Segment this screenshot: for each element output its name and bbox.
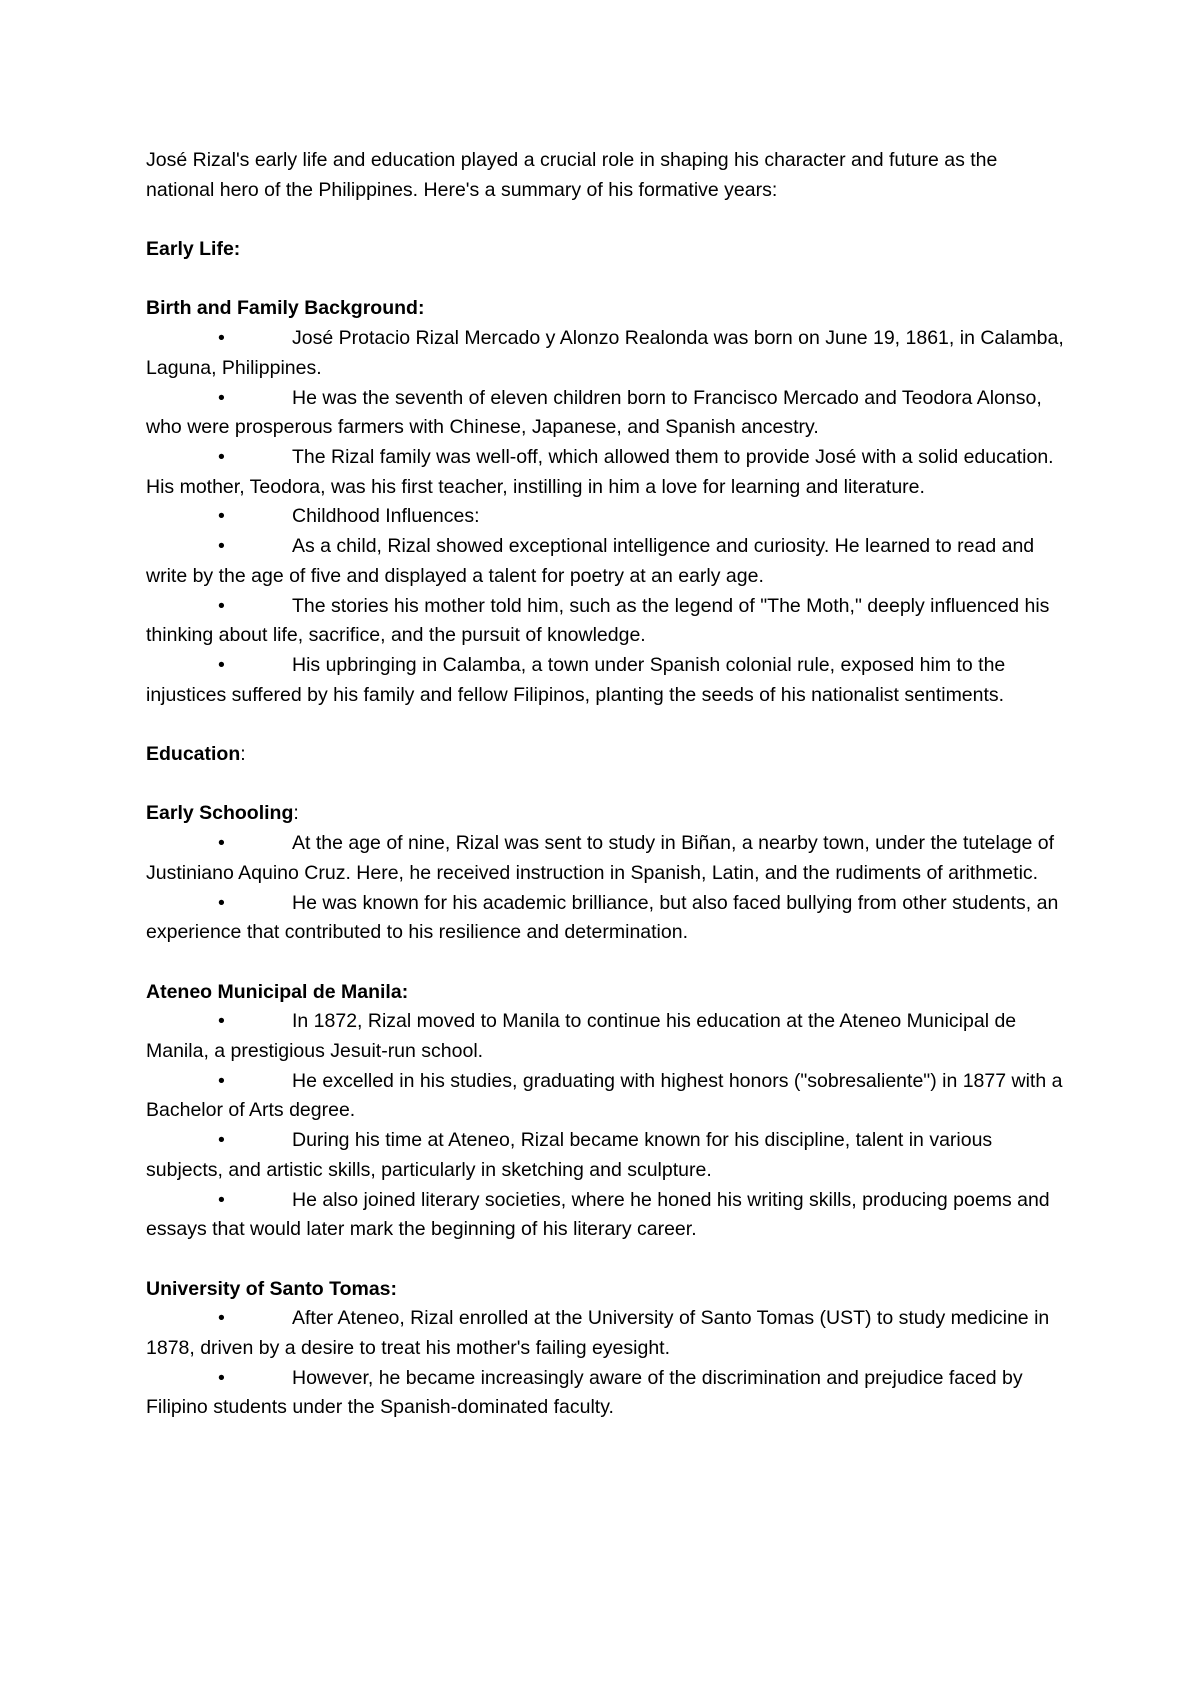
intro-paragraph: José Rizal's early life and education played a crucial role in shaping his character and future as the national hero of the Philippines. Here's a summary of his formative years: — [146, 149, 998, 201]
bullet-icon: • — [218, 1307, 225, 1330]
bullet-icon: • — [218, 832, 225, 855]
list-item-text: At the age of nine, Rizal was sent to study in Biñan, a nearby town, under the tutelage of Justiniano Aquino Cruz. Here, he received instruction in Spanish, Latin, and the rudiments of arithmetic. — [146, 832, 1055, 884]
spacer — [146, 948, 1066, 978]
section-heading-text: Education — [146, 743, 241, 766]
subsection-heading-text: University of Santo Tomas: — [146, 1277, 398, 1300]
spacer — [146, 1245, 1066, 1275]
bullet-icon: • — [218, 535, 225, 558]
list-item-text: Childhood Influences: — [292, 505, 480, 528]
section-heading — [146, 235, 1066, 265]
bullet-icon: • — [218, 386, 225, 409]
list-item — [146, 1126, 1066, 1185]
list-item — [146, 532, 1066, 591]
list-item-text: José Protacio Rizal Mercado y Alonzo Realonda was born on June 19, 1861, in Calamba, Laguna, Philippines. — [146, 327, 1064, 379]
list-item — [146, 1364, 1066, 1423]
section-heading-suffix: : — [240, 743, 246, 766]
list-item-text: The Rizal family was well-off, which allowed them to provide José with a solid education. His mother, Teodora, was his first teacher, instilling in him a love for learning and literature. — [146, 446, 1054, 498]
spacer — [146, 710, 1066, 740]
subsection-heading — [146, 799, 1066, 829]
list-item — [146, 1186, 1066, 1245]
spacer — [146, 265, 1066, 295]
list-item-text: As a child, Rizal showed exceptional intelligence and curiosity. He learned to read and write by the age of five and displayed a talent for poetry at an early age. — [146, 535, 1035, 587]
spacer — [146, 205, 1066, 235]
list-item-text: In 1872, Rizal moved to Manila to continue his education at the Ateneo Municipal de Manila, a prestigious Jesuit-run school. — [146, 1010, 1017, 1063]
list-item-text: He was the seventh of eleven children born to Francisco Mercado and Teodora Alonso, who were prosperous farmers with Chinese, Japanese, and Spanish ancestry. — [146, 386, 1042, 439]
bullet-icon: • — [218, 653, 225, 676]
subsection-heading-text: Ateneo Municipal de Manila: — [146, 980, 409, 1003]
bullet-icon: • — [218, 505, 225, 528]
bullet-icon: • — [218, 594, 225, 617]
bullet-icon: • — [218, 891, 225, 914]
list-item-text: His upbringing in Calamba, a town under Spanish colonial rule, exposed him to the injustices suffered by his family and fellow Filipinos, planting the seeds of his nationalist sentiments. — [146, 653, 1006, 706]
bullet-icon: • — [218, 1010, 225, 1033]
subsection-heading — [146, 294, 1066, 324]
list-item-text: The stories his mother told him, such as the legend of "The Moth," deeply influenced his thinking about life, sacrifice, and the pursuit of knowledge. — [146, 594, 1050, 647]
subsection-heading — [146, 1275, 1066, 1305]
subsection-heading — [146, 978, 1066, 1008]
bullet-icon: • — [218, 1366, 225, 1389]
list-item-text: He also joined literary societies, where he honed his writing skills, producing poems and essays that would later mark the beginning of his literary career. — [146, 1188, 1050, 1241]
bullet-icon: • — [218, 1069, 225, 1092]
document-page — [146, 146, 1066, 1453]
list-item-text: He was known for his academic brilliance, but also faced bullying from other students, an experience that contributed to his resilience and determination. — [146, 891, 1059, 944]
document-body — [146, 235, 1066, 1453]
subsection-heading-text: Birth and Family Background: — [146, 297, 425, 320]
bullet-icon: • — [218, 327, 225, 350]
section-heading — [146, 740, 1066, 770]
list-item — [146, 889, 1066, 948]
list-item-text: However, he became increasingly aware of the discrimination and prejudice faced by Filipino students under the Spanish-dominated faculty. — [146, 1366, 1023, 1419]
list-item-text: During his time at Ateneo, Rizal became known for his discipline, talent in various subjects, and artistic skills, particularly in sketching and sculpture. — [146, 1129, 993, 1181]
list-item — [146, 502, 1066, 532]
list-item — [146, 651, 1066, 710]
list-item — [146, 1007, 1066, 1066]
spacer — [146, 770, 1066, 800]
spacer — [146, 1423, 1066, 1453]
list-item — [146, 592, 1066, 651]
bullet-icon: • — [218, 1129, 225, 1152]
bullet-icon: • — [218, 1188, 225, 1211]
bullet-icon: • — [218, 446, 225, 468]
list-item — [146, 1304, 1066, 1363]
list-item — [146, 324, 1066, 383]
list-item — [146, 829, 1066, 888]
list-item-text: He excelled in his studies, graduating with highest honors ("sobresaliente") in 1877 with a Bachelor of Arts degree. — [146, 1069, 1063, 1122]
section-heading-text: Early Life: — [146, 238, 241, 261]
list-item — [146, 1067, 1066, 1126]
list-item — [146, 443, 1066, 502]
subsection-heading-suffix: : — [293, 802, 299, 825]
subsection-heading-text: Early Schooling — [146, 802, 294, 825]
list-item — [146, 384, 1066, 443]
list-item-text: After Ateneo, Rizal enrolled at the University of Santo Tomas (UST) to study medicine in 1878, driven by a desire to treat his mother's failing eyesight. — [146, 1307, 1050, 1360]
